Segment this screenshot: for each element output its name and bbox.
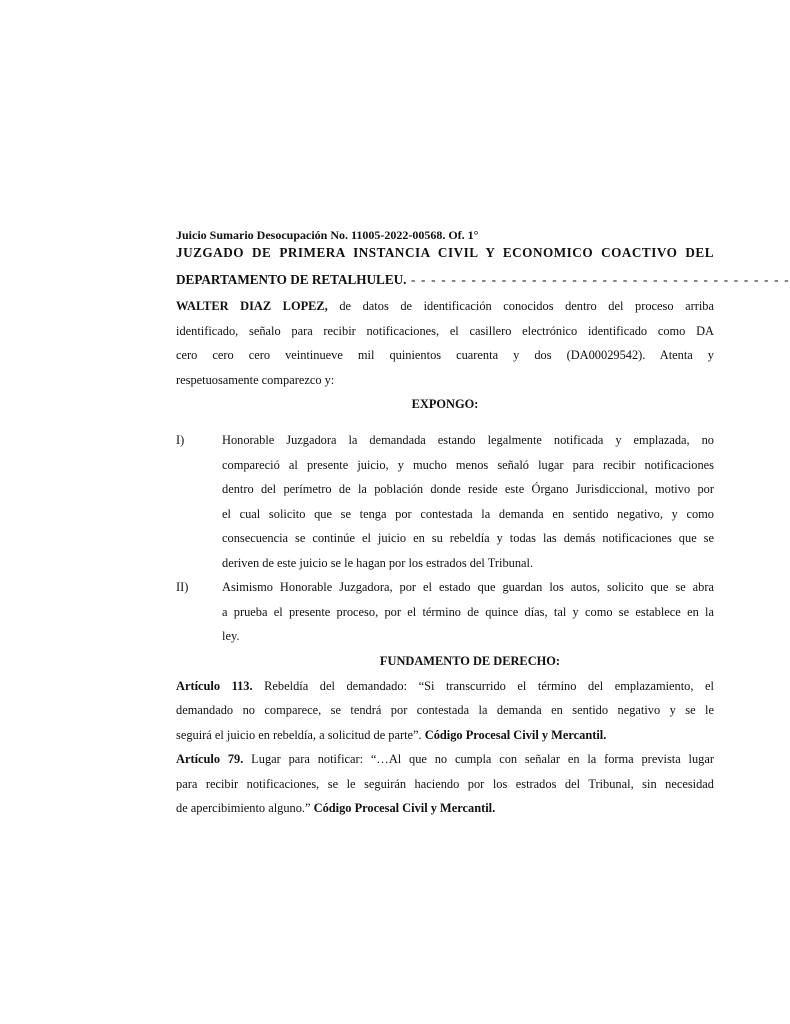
court-department: DEPARTAMENTO DE RETALHULEU.: [176, 272, 407, 287]
article-line: para recibir notificaciones, se le seguirán haciendo por los estrados del Tribunal, sin necesidad: [176, 776, 714, 791]
item-number: II): [176, 580, 189, 594]
numbered-item: [176, 431, 714, 578]
article-label: Artículo 79.: [176, 752, 244, 766]
numbered-item: [176, 578, 714, 652]
item-line: a prueba el presente proceso, por el término de quince días, tal y como se establece en la: [222, 604, 714, 619]
article-text: Rebeldía del demandado: “Si transcurrido el término del emplazamiento, el: [252, 678, 714, 693]
item-body: [222, 431, 714, 578]
party-name: WALTER DIAZ LOPEZ,: [176, 299, 328, 313]
article-text: de apercibimiento alguno.”: [176, 801, 314, 815]
expongo-heading: EXPONGO:: [411, 397, 479, 411]
article-line: demandado no comparece, se tendrá por contestada la demanda en sentido negativo y se le: [176, 703, 714, 717]
document-page: [176, 227, 790, 824]
article-line: [176, 677, 714, 702]
article-113: [176, 677, 714, 751]
intro-text: de datos de identificación conocidos dentro del proceso arriba: [327, 299, 714, 313]
item-line: dentro del perímetro de la población donde reside este Órgano Jurisdiccional, motivo por: [222, 482, 714, 496]
item-line: compareció al presente juicio, y mucho menos señaló lugar para recibir notificaciones: [222, 457, 714, 472]
article-source: Código Procesal Civil y Mercantil.: [313, 801, 496, 815]
item-line: deriven de este juicio se le hagan por los estrados del Tribunal.: [222, 555, 534, 570]
article-text: Lugar para notificar: “…Al que no cumpla con señalar en la forma prevista lugar: [243, 752, 714, 766]
intro-line: [176, 297, 714, 322]
filler-dashes: - - - - - - - - - - - - - - - - - - - - - - - - - - - - - - - - - - - - - -: [406, 272, 790, 287]
item-line: el cual solicito que se tenga por contestada la demanda en sentido negativo, y como: [222, 506, 714, 521]
court-name-line-1: JUZGADO DE PRIMERA INSTANCIA CIVIL Y ECONOMICO COACTIVO DEL: [176, 245, 714, 260]
case-title: Juicio Sumario Desocupación No. 11005-2022-00568. Of. 1°: [176, 228, 479, 242]
article-label: Artículo 113.: [176, 678, 253, 693]
article-79: [176, 750, 714, 824]
item-body: [222, 578, 714, 652]
item-line: Asimismo Honorable Juzgadora, por el estado que guardan los autos, solicito que se abra: [222, 580, 714, 594]
item-number: I): [176, 433, 185, 447]
article-text: seguirá el juicio en rebeldía, a solicitud de parte”.: [176, 727, 425, 742]
intro-line: respetuosamente comparezco y:: [176, 372, 335, 387]
article-line: [176, 799, 714, 824]
article-source: Código Procesal Civil y Mercantil.: [424, 727, 607, 742]
item-line: consecuencia se continúe el juicio en su rebeldía y todas las demás notificaciones que se: [222, 531, 714, 545]
fundamento-heading: FUNDAMENTO DE DERECHO:: [379, 653, 561, 668]
intro-line: cero cero cero veintinueve mil quinientos cuarenta y dos (DA00029542). Atenta y: [176, 348, 714, 362]
item-line: Honorable Juzgadora la demandada estando legalmente notificada y emplazada, no: [222, 433, 714, 447]
intro-paragraph: [176, 297, 714, 395]
court-name-line-2: [176, 270, 790, 297]
item-line: ley.: [222, 629, 240, 643]
article-line: [176, 726, 714, 751]
article-line: [176, 750, 714, 775]
intro-line: identificado, señalo para recibir notificaciones, el casillero electrónico identificado como DA: [176, 323, 714, 338]
